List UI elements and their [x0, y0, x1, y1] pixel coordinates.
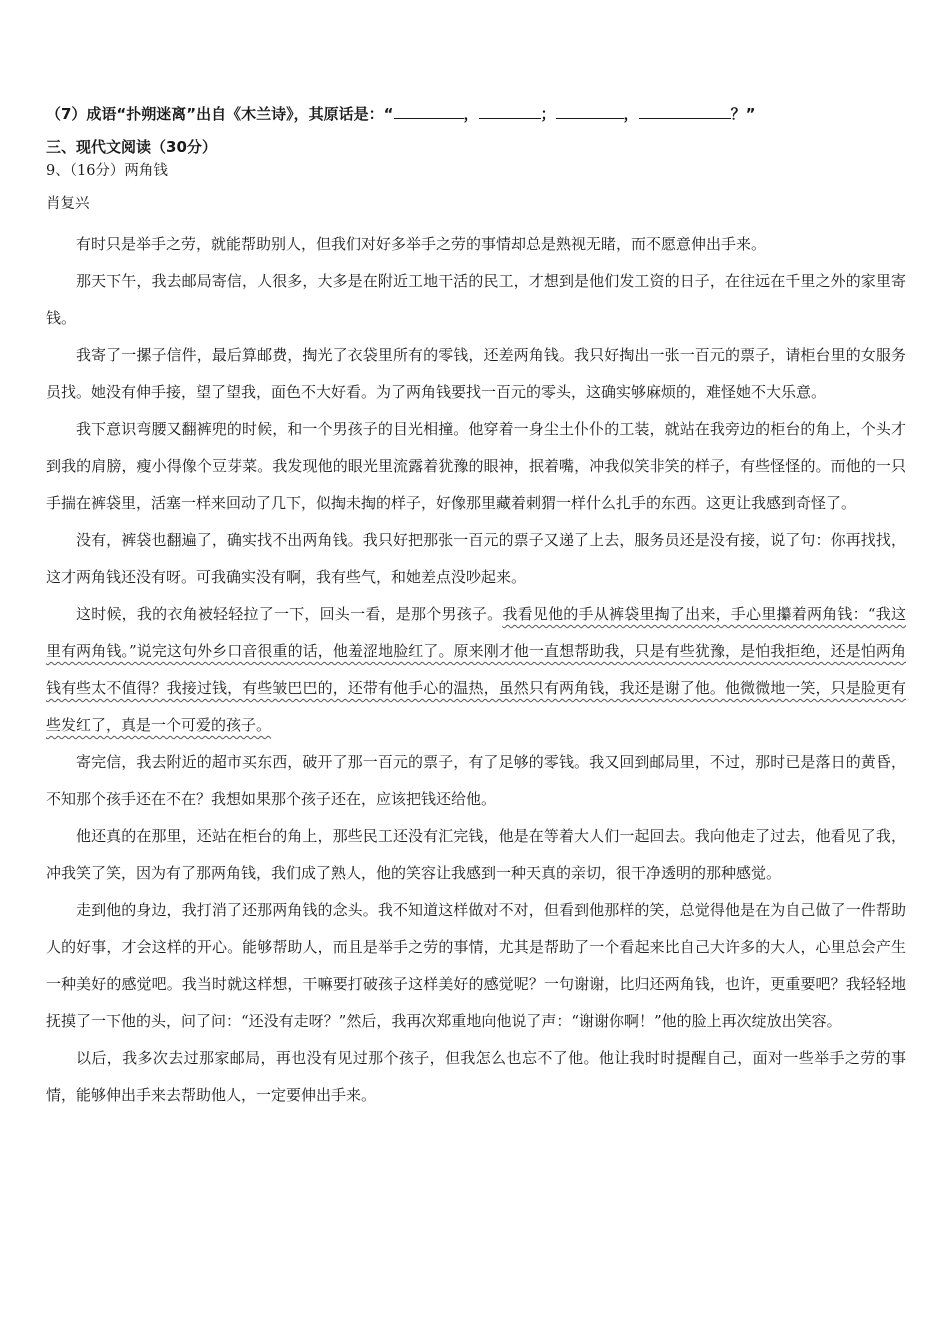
question-7-prompt: （7）成语“扑朔迷离”出自《木兰诗》，其原话是：“ — [46, 105, 394, 123]
wavy-underlined-passage: 我看见他的手从裤袋里掏了出来，手心里攥着两角钱：“我这里有两角钱。”说完这句外乡口音很重的话，他羞涩地脸红了。原来刚才他一直想帮助我，只是有些犹豫，是怕我拒绝，还是怕两角钱有些太不值得？我接过钱，有些皱巴巴的，还带有他手心的温热，虽然只有两角钱，我还是谢了他。他微微地一笑，只是脸更有些发红了，真是一个可爱的孩子。 — [46, 605, 906, 734]
question-9-header: 9、（16分）两角钱 — [46, 163, 168, 179]
paragraph-5: 没有，裤袋也翻遍了，确实找不出两角钱。我只好把那张一百元的票子又递了上去，服务员还是没有接，说了句：你再找找，这才两角钱还没有呀。可我确实没有啊，我有些气，和她差点没吵起来。 — [46, 531, 906, 586]
answer-blank-4[interactable] — [639, 103, 731, 119]
paragraph-2: 那天下午，我去邮局寄信，人很多，大多是在附近工地干活的民工，才想到是他们发工资的日子，在往远在千里之外的家里寄钱。 — [46, 272, 906, 327]
answer-blank-3[interactable] — [556, 103, 624, 119]
article-body — [46, 226, 906, 1114]
article-author: 肖复兴 — [46, 196, 90, 212]
section-title: 三、现代文阅读（30分） — [46, 138, 217, 156]
paragraph-6 — [46, 596, 906, 744]
answer-blank-2[interactable] — [479, 103, 541, 119]
paragraph-7: 寄完信，我去附近的超市买东西，破开了那一百元的票子，有了足够的零钱。我又回到邮局里，不过，那时已是落日的黄昏，不知那个孩手还在不在？我想如果那个孩子还在，应该把钱还给他。 — [46, 753, 906, 808]
paragraph-6-text: 这时候，我的衣角被轻轻拉了一下，回头一看，是那个男孩子。 — [76, 605, 503, 623]
paragraph-9: 走到他的身边，我打消了还那两角钱的念头。我不知道这样做对不对，但看到他那样的笑，总觉得他是在为自己做了一件帮助人的好事，才会这样的开心。能够帮助人，而且是举手之劳的事情，尤其是帮助了一个看起来比自己大许多的大人，心里总会产生一种美好的感觉吧。我当时就这样想，干嘛要打破孩子这样美好的感觉呢？一句谢谢，比归还两角钱，也许，更重要吧？我轻轻地抚摸了一下他的头，问了问：“还没有走呀？”然后，我再次郑重地向他说了声：“谢谢你啊！”他的脸上再次绽放出笑容。 — [46, 901, 906, 1030]
paragraph-8: 他还真的在那里，还站在柜台的角上，那些民工还没有汇完钱，他是在等着大人们一起回去。我向他走了过去，他看见了我，冲我笑了笑，因为有了那两角钱，我们成了熟人，他的笑容让我感到一种天真的亲切，很干净透明的那种感觉。 — [46, 827, 906, 882]
paragraph-3: 我寄了一摞子信件，最后算邮费，掏光了衣袋里所有的零钱，还差两角钱。我只好掏出一张一百元的票子，请柜台里的女服务员找。她没有伸手接，望了望我，面色不大好看。为了两角钱要找一百元的零头，这确实够麻烦的，难怪她不大乐意。 — [46, 346, 906, 401]
answer-blank-1[interactable] — [394, 103, 464, 119]
paragraph-1: 有时只是举手之劳，就能帮助别人，但我们对好多举手之劳的事情却总是熟视无睹，而不愿意伸出手来。 — [76, 235, 767, 253]
paragraph-4: 我下意识弯腰又翻裤兜的时候，和一个男孩子的目光相撞。他穿着一身尘土仆仆的工装，就站在我旁边的柜台的角上，个头才到我的肩膀，瘦小得像个豆芽菜。我发现他的眼光里流露着犹豫的眼神，抿着嘴，冲我似笑非笑的样子，有些怪怪的。而他的一只手揣在裤袋里，活塞一样来回动了几下，似掏未掏的样子，好像那里藏着刺猬一样什么扎手的东西。这更让我感到奇怪了。 — [46, 420, 906, 512]
question-7: （7）成语“扑朔迷离”出自《木兰诗》，其原话是：“ ， ； ， ？” — [46, 105, 756, 123]
paragraph-10: 以后，我多次去过那家邮局，再也没有见过那个孩子，但我怎么也忘不了他。他让我时时提醒自己，面对一些举手之劳的事情，能够伸出手来去帮助他人，一定要伸出手来。 — [46, 1049, 906, 1104]
